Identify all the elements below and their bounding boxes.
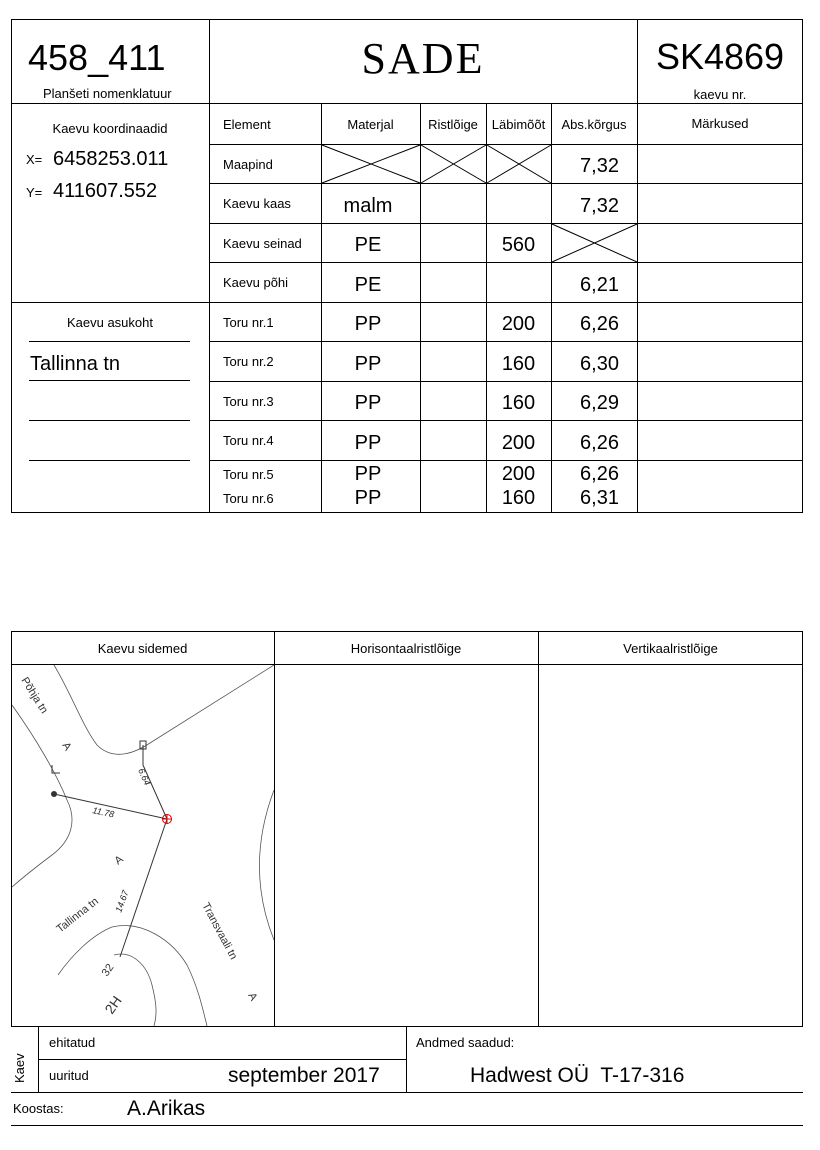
y-label: Y= [26, 185, 43, 200]
table-cell-diameter: 200 [501, 313, 536, 335]
x-value: 6458253.011 [53, 148, 169, 170]
footer-kaev-divider [38, 1027, 39, 1092]
th-height: Abs.kõrgus [561, 117, 627, 132]
street-letter: A [59, 740, 74, 753]
street-label: Tallinna tn [54, 895, 101, 936]
table-cell-diameter: 160 [501, 353, 536, 375]
table-cell-height: 7,32 [580, 155, 619, 177]
well-number-label: kaevu nr. [693, 87, 747, 102]
table-cell-element: Toru nr.6 [223, 491, 274, 506]
table-cell-material: PP [354, 463, 382, 485]
table-cell-diameter: 160 [501, 392, 536, 414]
coords-label: Kaevu koordinaadid [52, 121, 168, 136]
th-element: Element [223, 117, 271, 132]
tie-distance: 6.64 [136, 766, 153, 787]
sheet-nomenclature-label: Planšeti nomenklatuur [43, 86, 172, 101]
footer-data-divider [406, 1027, 407, 1092]
table-cell-material: PP [354, 353, 382, 375]
house-number: 2H [101, 992, 125, 1017]
y-value: 411607.552 [53, 180, 158, 202]
table-cell-element: Kaevu seinad [223, 236, 302, 251]
x-label: X= [26, 152, 43, 167]
built-label: ehitatud [49, 1035, 96, 1050]
table-cell-diameter: 160 [501, 487, 536, 509]
th-diameter: Läbimõõt [491, 117, 546, 132]
table-cell-height: 7,32 [580, 195, 619, 217]
street-edge [114, 954, 156, 1026]
footer-mid-divider [38, 1059, 406, 1060]
well-marker [162, 814, 172, 824]
street-letter: A [112, 853, 126, 868]
table-cell-element: Kaevu põhi [223, 275, 289, 290]
street-label: Transvaali tn [199, 900, 240, 962]
footer-end-line [11, 1125, 803, 1126]
ties-label: Kaevu sidemed [97, 641, 188, 656]
page-title: SADE [361, 34, 485, 83]
table-cell-height: 6,29 [580, 392, 619, 414]
author-name: A.Arikas [127, 1097, 206, 1120]
table-cell-height: 6,30 [580, 353, 619, 375]
table-cell-element: Toru nr.4 [223, 433, 274, 448]
street-edge [58, 926, 207, 1026]
table-cell-element: Toru nr.3 [223, 394, 274, 409]
location-street: Tallinna tn [30, 353, 121, 375]
street-letter: A [245, 990, 260, 1003]
table-cell-material: PE [354, 234, 382, 256]
location-label: Kaevu asukoht [66, 315, 153, 330]
th-section: Ristlõige [428, 117, 478, 132]
table-cell-height: 6,26 [580, 463, 619, 485]
surveyed-date: september 2017 [228, 1064, 380, 1087]
tie-distance: 14.67 [113, 889, 131, 914]
horizontal-section-label: Horisontaalristlõige [350, 641, 462, 656]
sheet-nomenclature: 458_411 [28, 37, 166, 78]
site-plan-map [12, 665, 274, 1026]
surveyed-label: uuritud [49, 1068, 89, 1083]
th-notes: Märkused [691, 116, 749, 131]
table-cell-material: PE [354, 274, 382, 296]
table-cell-material: malm [343, 195, 393, 217]
street-edge [54, 665, 274, 754]
table-cell-diameter: 560 [501, 234, 536, 256]
street-label: Põhja tn [18, 675, 51, 716]
table-cell-diameter: 200 [501, 463, 536, 485]
table-cell-height: 6,31 [580, 487, 619, 509]
tie-line [120, 819, 167, 957]
table-cell-element: Toru nr.2 [223, 354, 274, 369]
data-source-label: Andmed saadud: [416, 1035, 515, 1050]
table-cell-element: Maapind [223, 157, 273, 172]
table-cell-height: 6,21 [580, 274, 619, 296]
reference-point [51, 791, 57, 797]
table-cell-element: Toru nr.5 [223, 467, 274, 482]
table-cell-material: PP [354, 487, 382, 509]
kaev-label: Kaev [12, 1053, 27, 1083]
author-label: Koostas: [13, 1101, 64, 1116]
table-cell-height: 6,26 [580, 432, 619, 454]
bottom-col-div [538, 631, 539, 1027]
footer-bottom-divider [11, 1092, 803, 1093]
table-cell-element: Kaevu kaas [223, 196, 291, 211]
table-cell-material: PP [354, 432, 382, 454]
building-outline [52, 765, 60, 773]
well-number: SK4869 [655, 36, 785, 77]
table-cell-height: 6,26 [580, 313, 619, 335]
data-source: Hadwest OÜ T-17-316 [470, 1064, 685, 1087]
street-edge [259, 790, 274, 940]
table-cell-material: PP [354, 392, 382, 414]
vertical-section-label: Vertikaalristlõige [623, 641, 718, 656]
th-material: Materjal [347, 117, 394, 132]
bottom-col-div [274, 631, 275, 1027]
table-cell-diameter: 200 [501, 432, 536, 454]
house-number: 32 [99, 961, 117, 979]
table-cell-element: Toru nr.1 [223, 315, 274, 330]
table-cell-material: PP [354, 313, 382, 335]
tie-distance: 11.78 [91, 805, 116, 820]
